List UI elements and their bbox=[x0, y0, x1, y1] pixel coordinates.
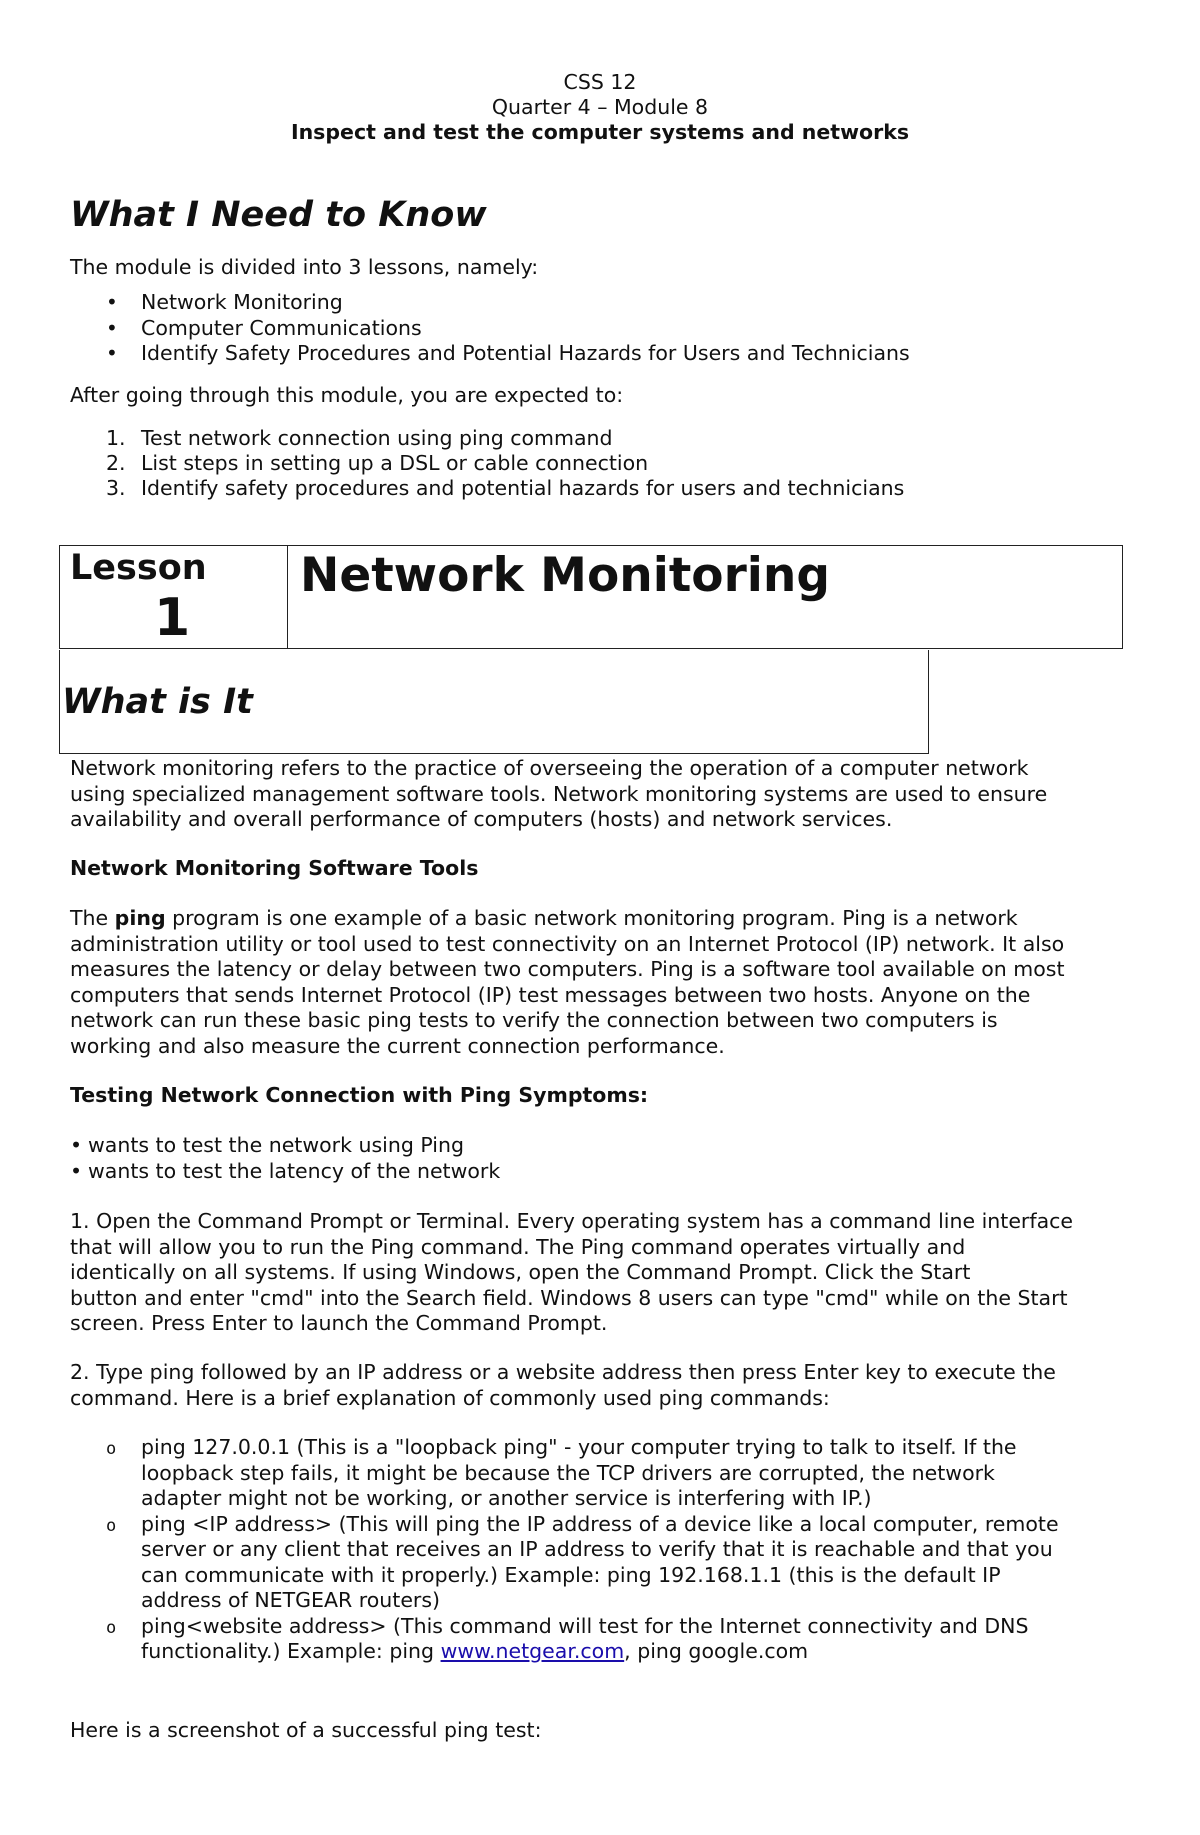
ping-commands-list bbox=[70, 1435, 1090, 1665]
circle-bullet-icon: o bbox=[106, 1439, 117, 1459]
list-item: o ping <IP address> (This will ping the IP address of a device like a local computer, remote server or any client that receives an IP address to verify that it is reachable and that you can communicate with it properly.) Example: ping 192.168.1.1 (this is the default IP address of NETGEAR routers) bbox=[106, 1511, 1059, 1612]
lesson-title: Network Monitoring bbox=[300, 548, 830, 603]
tools-heading: Network Monitoring Software Tools bbox=[70, 856, 479, 880]
what-i-need-heading: What I Need to Know bbox=[70, 195, 487, 235]
what-is-it-heading: What is It bbox=[62, 682, 253, 722]
lesson-label: Lesson bbox=[70, 548, 207, 588]
quarter-module: Quarter 4 – Module 8 bbox=[491, 95, 709, 119]
testing-heading: Testing Network Connection with Ping Symptoms: bbox=[70, 1083, 649, 1107]
list-item: • wants to test the network using Ping bbox=[70, 1133, 500, 1159]
lessons-list bbox=[70, 290, 910, 367]
list-item: • Computer Communications bbox=[70, 316, 910, 342]
ping-bold: ping bbox=[114, 906, 166, 930]
list-item: • Identify Safety Procedures and Potential Hazards for Users and Technicians bbox=[70, 341, 910, 367]
lesson-divider bbox=[287, 546, 288, 648]
circle-bullet-icon: o bbox=[106, 1515, 117, 1536]
course-code: CSS 12 bbox=[563, 70, 637, 94]
list-item: 3. Identify safety procedures and potential hazards for users and technicians bbox=[106, 476, 905, 500]
list-item: • Network Monitoring bbox=[70, 290, 910, 316]
ping-paragraph: The ping program is one example of a basic network monitoring program. Ping is a network administration utility or tool used to test connectivity on an Internet Protocol (IP) network. It also measures the latency or delay between two computers. Ping is a software tool available on most computers that sends Internet Protocol (IP) test messages between two hosts. Anyone on the network can run these basic ping tests to verify the connection between two computers is working and also measure the current connection performance. bbox=[70, 906, 1065, 1058]
module-title: Inspect and test the computer systems and networks bbox=[290, 120, 910, 144]
intro-paragraph: Network monitoring refers to the practice of overseeing the operation of a computer network using specialized management software tools. Network monitoring systems are used to ensure availability and overall performance of computers (hosts) and network services. bbox=[70, 756, 1048, 831]
lesson-header-box bbox=[59, 545, 1123, 649]
objectives-list bbox=[70, 426, 904, 501]
step-1-paragraph: 1. Open the Command Prompt or Terminal. Every operating system has a command line interface that will allow you to run the Ping command. The Ping command operates virtually and identically on all systems. If using Windows, open the Command Prompt. Click the Start button and enter "cmd" into the Search field. Windows 8 users can type "cmd" while on the Start screen. Press Enter to launch the Command Prompt. bbox=[70, 1209, 1074, 1335]
what-is-it-box bbox=[59, 650, 929, 754]
step-2-paragraph: 2. Type ping followed by an IP address or a website address then press Enter key to execute the command. Here is a brief explanation of commonly used ping commands: bbox=[70, 1360, 1056, 1410]
lessons-intro: The module is divided into 3 lessons, namely: bbox=[70, 255, 539, 279]
expected-intro: After going through this module, you are expected to: bbox=[70, 383, 624, 407]
circle-bullet-icon: o bbox=[106, 1617, 117, 1638]
list-item: 1. Test network connection using ping command bbox=[106, 426, 613, 450]
symptoms-list bbox=[70, 1133, 500, 1184]
netgear-link[interactable]: www.netgear.com bbox=[440, 1639, 625, 1663]
screenshot-intro: Here is a screenshot of a successful ping test: bbox=[70, 1718, 542, 1742]
list-item: o ping 127.0.0.1 (This is a "loopback ping" - your computer trying to talk to itself. If the loopback step fails, it might be because the TCP drivers are corrupted, the network adapter might not be working, or another service is interfering with IP.) bbox=[106, 1435, 1017, 1510]
lesson-number: 1 bbox=[154, 588, 191, 648]
list-item: o ping<website address> (This command will test for the Internet connectivity and DNS functionality.) Example: ping www.netgear.com, ping google.com bbox=[106, 1613, 1029, 1663]
list-item: 2. List steps in setting up a DSL or cable connection bbox=[106, 451, 649, 475]
list-item: • wants to test the latency of the network bbox=[70, 1159, 500, 1185]
